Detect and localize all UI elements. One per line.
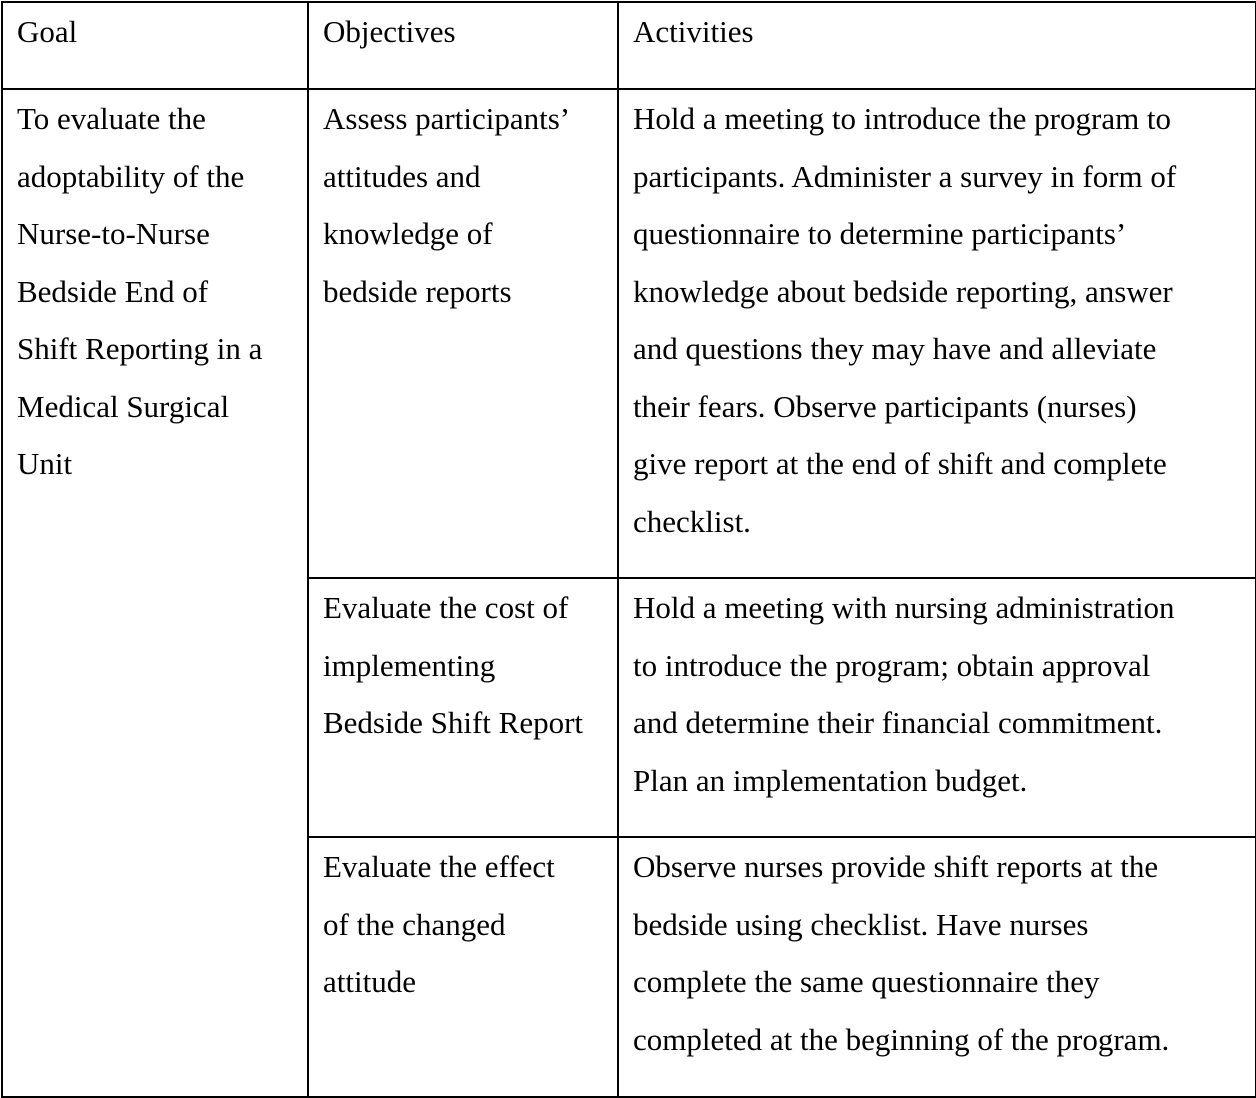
activity-cell: Observe nurses provide shift reports at the bedside using checklist. Have nurses complete the same questionnaire they completed at the beginning of the program.: [618, 837, 1256, 1097]
objective-cell: Evaluate the effect of the changed attitude: [308, 837, 618, 1097]
objective-cell: Evaluate the cost of implementing Bedside Shift Report: [308, 578, 618, 837]
header-objectives: Objectives: [308, 2, 618, 89]
table-row: [2, 89, 1256, 578]
header-activities: Activities: [618, 2, 1256, 89]
objective-cell: Assess participants’ attitudes and knowledge of bedside reports: [308, 89, 618, 578]
goals-objectives-activities-table: [1, 1, 1256, 1098]
header-goal: Goal: [2, 2, 308, 89]
goal-cell: To evaluate the adoptability of the Nurse-to-Nurse Bedside End of Shift Reporting in a Medical Surgical Unit: [2, 89, 308, 1097]
activity-cell: Hold a meeting with nursing administration to introduce the program; obtain approval and determine their financial commitment. Plan an implementation budget.: [618, 578, 1256, 837]
activity-cell: Hold a meeting to introduce the program to participants. Administer a survey in form of questionnaire to determine participants’ knowledge about bedside reporting, answer and questions they may have and alleviate their fears. Observe participants (nurses) give report at the end of shift and complete checklist.: [618, 89, 1256, 578]
table-header-row: [2, 2, 1256, 89]
